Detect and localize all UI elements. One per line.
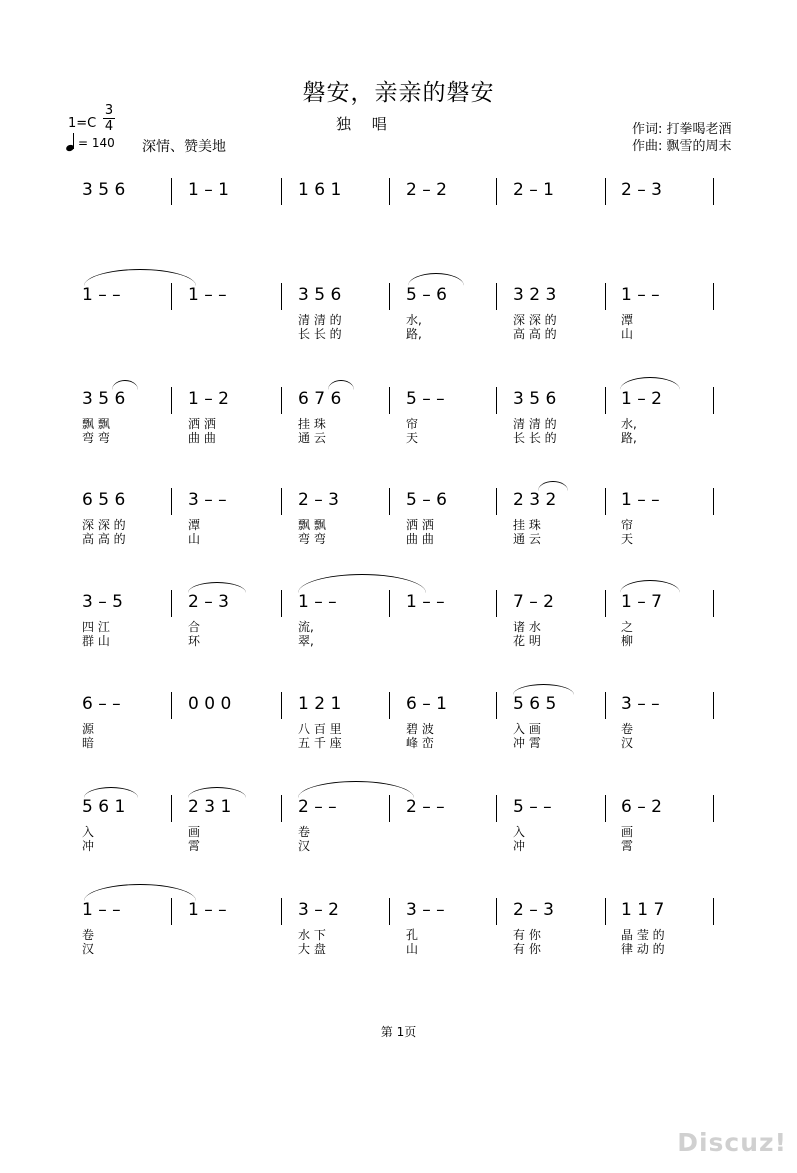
lyric-line-1: 飘 飘 — [82, 417, 110, 431]
barline — [281, 898, 282, 925]
measure-notes: 1 1 7 — [621, 900, 665, 920]
measure-notes: 1 – – — [298, 592, 337, 612]
lyric-line-1: 画 — [621, 825, 634, 839]
measure-notes: 5 – – — [406, 389, 445, 409]
measure-notes: 1 – – — [406, 592, 445, 612]
lyric-line-1: 水, — [621, 417, 637, 431]
measure-notes: 3 5 6 — [82, 180, 126, 200]
lyric-line-2: 五 千 座 — [298, 736, 342, 750]
barline — [171, 488, 172, 515]
lyric-line-1: 之 — [621, 620, 634, 634]
key-signature: 1=C — [68, 116, 97, 131]
barline — [389, 898, 390, 925]
lyric-line-2: 天 — [406, 431, 419, 445]
lyric-line-1: 帘 — [621, 518, 634, 532]
lyric-line-2: 冲 — [513, 839, 526, 853]
measure-notes: 1 – 2 — [188, 389, 229, 409]
lyric-line-2: 大 盘 — [298, 942, 326, 956]
lyric-line-1: 合 — [188, 620, 201, 634]
lyric-line-2: 暗 — [82, 736, 95, 750]
measure-notes: 2 – 3 — [188, 592, 229, 612]
lyric-line-1: 流, — [298, 620, 314, 634]
barline — [713, 590, 714, 617]
lyric-line-2: 山 — [621, 327, 634, 341]
lyric-line-1: 入 — [82, 825, 95, 839]
measure-notes: 6 – 2 — [621, 797, 662, 817]
lyric-line-2: 长 长 的 — [298, 327, 342, 341]
measure-notes: 2 – – — [406, 797, 445, 817]
lyric-line-2: 高 高 的 — [82, 532, 126, 546]
measure-notes: 3 5 6 — [513, 389, 557, 409]
measure-notes: 3 – 2 — [298, 900, 339, 920]
lyric-line-2: 汉 — [298, 839, 311, 853]
composer-credit: 作曲: 飘雪的周末 — [632, 139, 732, 154]
lyric-line-2: 冲 霄 — [513, 736, 541, 750]
barline — [605, 178, 606, 205]
lyric-line-1: 卷 — [621, 722, 634, 736]
measure-notes: 2 3 1 — [188, 797, 232, 817]
lyric-line-2: 通 云 — [298, 431, 326, 445]
barline — [605, 387, 606, 414]
lyric-line-1: 八 百 里 — [298, 722, 342, 736]
barline — [496, 387, 497, 414]
barline — [496, 898, 497, 925]
score-system — [0, 387, 797, 497]
lyric-line-1: 飘 飘 — [298, 518, 326, 532]
lyric-line-2: 弯 弯 — [298, 532, 326, 546]
measure-notes: 1 – 7 — [621, 592, 662, 612]
lyric-line-1: 潭 — [188, 518, 201, 532]
lyric-line-1: 碧 波 — [406, 722, 434, 736]
measure-notes: 5 – 6 — [406, 285, 447, 305]
lyric-line-2: 通 云 — [513, 532, 541, 546]
barline — [389, 387, 390, 414]
lyric-line-1: 源 — [82, 722, 95, 736]
measure-notes: 3 2 3 — [513, 285, 557, 305]
tempo-value: = 140 — [78, 136, 115, 150]
lyric-line-1: 挂 珠 — [513, 518, 541, 532]
lyric-line-1: 潭 — [621, 313, 634, 327]
barline — [389, 283, 390, 310]
barline — [496, 590, 497, 617]
barline — [281, 488, 282, 515]
measure-notes: 3 – – — [188, 490, 227, 510]
lyric-line-1: 清 清 的 — [298, 313, 342, 327]
barline — [281, 692, 282, 719]
lyric-line-1: 清 清 的 — [513, 417, 557, 431]
barline — [605, 590, 606, 617]
lyric-line-2: 路, — [406, 327, 422, 341]
lyric-line-2: 弯 弯 — [82, 431, 110, 445]
barline — [713, 283, 714, 310]
barline — [389, 795, 390, 822]
lyric-line-1: 深 深 的 — [82, 518, 126, 532]
lyric-line-2: 天 — [621, 532, 634, 546]
lyric-line-1: 孔 — [406, 928, 419, 942]
lyric-line-1: 画 — [188, 825, 201, 839]
measure-notes: 7 – 2 — [513, 592, 554, 612]
measure-notes: 1 – – — [188, 285, 227, 305]
measure-notes: 5 6 5 — [513, 694, 557, 714]
barline — [389, 692, 390, 719]
barline — [171, 692, 172, 719]
barline — [281, 178, 282, 205]
barline — [605, 692, 606, 719]
measure-notes: 1 2 1 — [298, 694, 342, 714]
barline — [389, 178, 390, 205]
lyric-line-1: 帘 — [406, 417, 419, 431]
barline — [713, 795, 714, 822]
lyric-line-2: 路, — [621, 431, 637, 445]
lyric-line-2: 翠, — [298, 634, 314, 648]
measure-notes: 2 3 2 — [513, 490, 557, 510]
lyric-line-2: 霄 — [621, 839, 634, 853]
score-system — [0, 898, 797, 1008]
measure-notes: 1 – – — [82, 900, 121, 920]
measure-notes: 6 – – — [82, 694, 121, 714]
lyric-line-2: 汉 — [82, 942, 95, 956]
lyric-line-2: 群 山 — [82, 634, 110, 648]
measure-notes: 3 – – — [621, 694, 660, 714]
barline — [171, 387, 172, 414]
measure-notes: 3 5 6 — [298, 285, 342, 305]
lyric-line-1: 卷 — [82, 928, 95, 942]
measure-notes: 5 – 6 — [406, 490, 447, 510]
measure-notes: 6 7 6 — [298, 389, 342, 409]
barline — [713, 692, 714, 719]
measure-notes: 3 – – — [406, 900, 445, 920]
lyric-line-1: 挂 珠 — [298, 417, 326, 431]
measure-notes: 5 – – — [513, 797, 552, 817]
expression-marking: 深情、赞美地 — [142, 139, 226, 155]
barline — [605, 283, 606, 310]
barline — [281, 795, 282, 822]
lyric-line-2: 山 — [188, 532, 201, 546]
measure-notes: 1 – – — [82, 285, 121, 305]
measure-notes: 1 – 2 — [621, 389, 662, 409]
time-numerator: 3 — [104, 103, 114, 118]
barline — [171, 898, 172, 925]
barline — [171, 283, 172, 310]
measure-notes: 3 5 6 — [82, 389, 126, 409]
lyric-line-2: 高 高 的 — [513, 327, 557, 341]
measure-notes: 2 – 3 — [513, 900, 554, 920]
measure-notes: 2 – – — [298, 797, 337, 817]
lyric-line-1: 诸 水 — [513, 620, 541, 634]
measure-notes: 0 0 0 — [188, 694, 232, 714]
barline — [713, 387, 714, 414]
lyric-line-1: 卷 — [298, 825, 311, 839]
lyric-line-2: 山 — [406, 942, 419, 956]
lyric-line-1: 水 下 — [298, 928, 326, 942]
watermark-logo: Discuz! — [677, 1128, 787, 1157]
lyric-line-2: 柳 — [621, 634, 634, 648]
barline — [281, 283, 282, 310]
barline — [496, 283, 497, 310]
barline — [496, 795, 497, 822]
lyric-line-1: 晶 莹 的 — [621, 928, 665, 942]
barline — [171, 795, 172, 822]
lyric-line-1: 洒 洒 — [188, 417, 216, 431]
lyric-line-1: 深 深 的 — [513, 313, 557, 327]
lyric-line-2: 环 — [188, 634, 201, 648]
measure-notes: 2 – 3 — [621, 180, 662, 200]
lyric-line-1: 入 — [513, 825, 526, 839]
barline — [496, 692, 497, 719]
score-system — [0, 283, 797, 393]
barline — [605, 898, 606, 925]
lyric-line-1: 洒 洒 — [406, 518, 434, 532]
measure-notes: 3 – 5 — [82, 592, 123, 612]
lyric-line-2: 冲 — [82, 839, 95, 853]
barline — [389, 590, 390, 617]
barline — [713, 488, 714, 515]
measure-notes: 5 6 1 — [82, 797, 126, 817]
page-number: 第 1页 — [380, 1025, 417, 1039]
lyric-line-2: 曲 曲 — [188, 431, 216, 445]
barline — [281, 590, 282, 617]
credits — [632, 121, 732, 155]
measure-notes: 1 – – — [621, 285, 660, 305]
barline — [281, 387, 282, 414]
measure-notes: 6 5 6 — [82, 490, 126, 510]
lyric-line-2: 长 长 的 — [513, 431, 557, 445]
lyric-line-1: 入 画 — [513, 722, 541, 736]
barline — [496, 178, 497, 205]
lyric-line-2: 曲 曲 — [406, 532, 434, 546]
lyric-line-2: 汉 — [621, 736, 634, 750]
lyric-line-2: 律 动 的 — [621, 942, 665, 956]
measure-notes: 2 – 3 — [298, 490, 339, 510]
measure-notes: 1 – 1 — [188, 180, 229, 200]
lyric-line-2: 花 明 — [513, 634, 541, 648]
measure-notes: 6 – 1 — [406, 694, 447, 714]
lyric-line-2: 霄 — [188, 839, 201, 853]
subtitle: 独 唱 — [336, 115, 395, 133]
barline — [389, 488, 390, 515]
barline — [713, 178, 714, 205]
lyric-line-2: 峰 峦 — [406, 736, 434, 750]
measure-notes: 2 – 2 — [406, 180, 447, 200]
time-denominator: 4 — [104, 119, 114, 134]
measure-notes: 2 – 1 — [513, 180, 554, 200]
page-title: 磐安，亲亲的磐安 — [302, 80, 495, 106]
time-signature — [103, 104, 115, 133]
barline — [171, 590, 172, 617]
measure-notes: 1 6 1 — [298, 180, 342, 200]
lyric-line-1: 四 江 — [82, 620, 110, 634]
measure-notes: 1 – – — [621, 490, 660, 510]
barline — [496, 488, 497, 515]
lyricist-credit: 作词: 打拳喝老酒 — [632, 122, 732, 137]
barline — [605, 488, 606, 515]
lyric-line-1: 水, — [406, 313, 422, 327]
barline — [171, 178, 172, 205]
measure-notes: 1 – – — [188, 900, 227, 920]
lyric-line-1: 有 你 — [513, 928, 541, 942]
lyric-line-2: 有 你 — [513, 942, 541, 956]
barline — [713, 898, 714, 925]
score-system — [0, 590, 797, 700]
barline — [605, 795, 606, 822]
